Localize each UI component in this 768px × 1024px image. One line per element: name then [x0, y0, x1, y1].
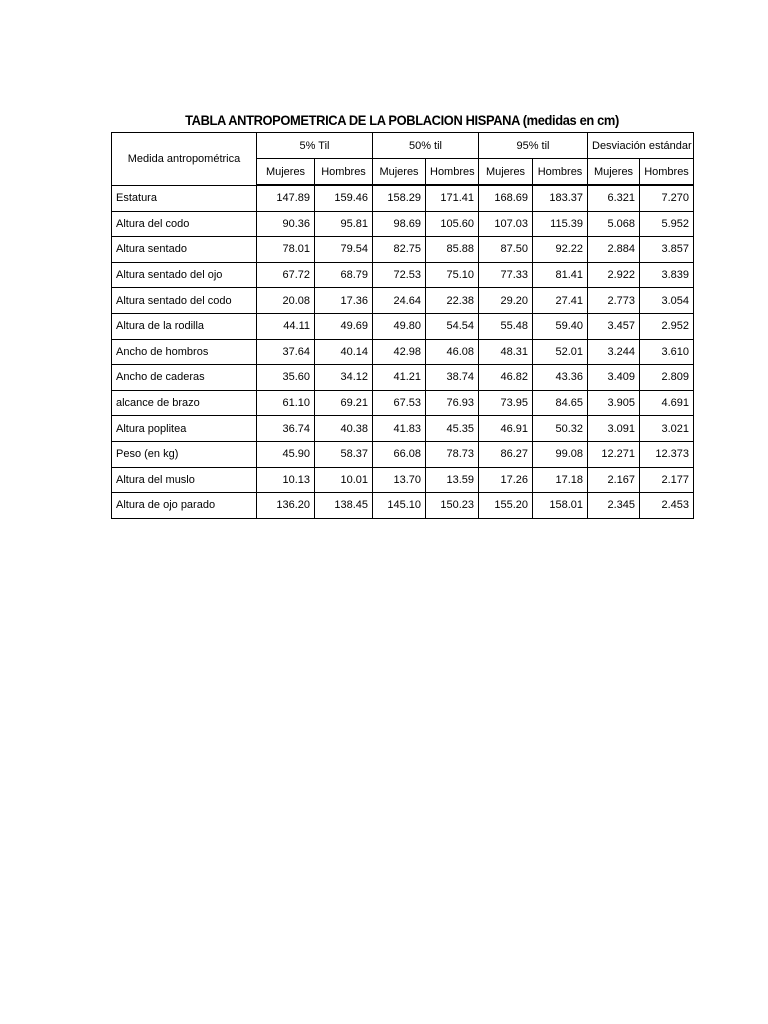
table-row [112, 416, 694, 442]
value-cell: 77.33 [479, 262, 533, 288]
value-cell: 27.41 [533, 288, 588, 314]
measure-label: Peso (en kg) [112, 441, 257, 467]
table-row [112, 467, 694, 493]
value-cell: 17.26 [479, 467, 533, 493]
measure-label: Ancho de hombros [112, 339, 257, 365]
table-row [112, 365, 694, 391]
value-cell: 41.21 [373, 365, 426, 391]
subheader-mujeres: Mujeres [479, 159, 533, 186]
value-cell: 2.884 [588, 237, 640, 263]
value-cell: 76.93 [426, 390, 479, 416]
subheader-mujeres: Mujeres [257, 159, 315, 186]
value-cell: 86.27 [479, 441, 533, 467]
measure-label: Estatura [112, 185, 257, 211]
value-cell: 3.457 [588, 313, 640, 339]
value-cell: 45.90 [257, 441, 315, 467]
value-cell: 73.95 [479, 390, 533, 416]
value-cell: 37.64 [257, 339, 315, 365]
value-cell: 40.14 [315, 339, 373, 365]
value-cell: 66.08 [373, 441, 426, 467]
value-cell: 49.69 [315, 313, 373, 339]
value-cell: 46.08 [426, 339, 479, 365]
value-cell: 46.82 [479, 365, 533, 391]
value-cell: 145.10 [373, 493, 426, 519]
value-cell: 2.952 [640, 313, 694, 339]
value-cell: 2.345 [588, 493, 640, 519]
group-header-std-dev: Desviación estándar [588, 133, 694, 159]
value-cell: 59.40 [533, 313, 588, 339]
measure-label: Altura de ojo parado [112, 493, 257, 519]
value-cell: 20.08 [257, 288, 315, 314]
subheader-mujeres: Mujeres [373, 159, 426, 186]
value-cell: 2.167 [588, 467, 640, 493]
value-cell: 87.50 [479, 237, 533, 263]
group-header-50: 50% til [373, 133, 479, 159]
value-cell: 2.809 [640, 365, 694, 391]
value-cell: 67.72 [257, 262, 315, 288]
value-cell: 3.021 [640, 416, 694, 442]
value-cell: 105.60 [426, 211, 479, 237]
value-cell: 3.905 [588, 390, 640, 416]
subheader-hombres: Hombres [640, 159, 694, 186]
value-cell: 3.244 [588, 339, 640, 365]
value-cell: 136.20 [257, 493, 315, 519]
value-cell: 44.11 [257, 313, 315, 339]
table-header [112, 133, 694, 186]
value-cell: 69.21 [315, 390, 373, 416]
value-cell: 79.54 [315, 237, 373, 263]
value-cell: 2.922 [588, 262, 640, 288]
value-cell: 6.321 [588, 185, 640, 211]
value-cell: 17.36 [315, 288, 373, 314]
group-header-95: 95% til [479, 133, 588, 159]
value-cell: 48.31 [479, 339, 533, 365]
value-cell: 2.177 [640, 467, 694, 493]
anthropometric-table [111, 132, 694, 519]
value-cell: 67.53 [373, 390, 426, 416]
value-cell: 99.08 [533, 441, 588, 467]
value-cell: 183.37 [533, 185, 588, 211]
value-cell: 3.091 [588, 416, 640, 442]
row-header-cell: Medida antropométrica [112, 133, 257, 186]
value-cell: 5.952 [640, 211, 694, 237]
value-cell: 49.80 [373, 313, 426, 339]
value-cell: 168.69 [479, 185, 533, 211]
table-row [112, 288, 694, 314]
value-cell: 3.857 [640, 237, 694, 263]
value-cell: 159.46 [315, 185, 373, 211]
header-group-row [112, 133, 694, 159]
value-cell: 158.29 [373, 185, 426, 211]
table-body [112, 185, 694, 518]
value-cell: 158.01 [533, 493, 588, 519]
subheader-mujeres: Mujeres [588, 159, 640, 186]
table-row [112, 262, 694, 288]
value-cell: 107.03 [479, 211, 533, 237]
measure-label: Altura del muslo [112, 467, 257, 493]
group-header-5: 5% Til [257, 133, 373, 159]
measure-label: Altura sentado del codo [112, 288, 257, 314]
value-cell: 78.01 [257, 237, 315, 263]
measure-label: Altura sentado del ojo [112, 262, 257, 288]
table-row [112, 211, 694, 237]
table-row [112, 339, 694, 365]
value-cell: 10.13 [257, 467, 315, 493]
value-cell: 2.773 [588, 288, 640, 314]
value-cell: 40.38 [315, 416, 373, 442]
subheader-hombres: Hombres [315, 159, 373, 186]
value-cell: 5.068 [588, 211, 640, 237]
value-cell: 81.41 [533, 262, 588, 288]
table-row [112, 237, 694, 263]
value-cell: 3.054 [640, 288, 694, 314]
value-cell: 52.01 [533, 339, 588, 365]
value-cell: 72.53 [373, 262, 426, 288]
measure-label: alcance de brazo [112, 390, 257, 416]
value-cell: 138.45 [315, 493, 373, 519]
value-cell: 10.01 [315, 467, 373, 493]
value-cell: 36.74 [257, 416, 315, 442]
table-row [112, 441, 694, 467]
value-cell: 54.54 [426, 313, 479, 339]
table-row [112, 185, 694, 211]
table-row [112, 390, 694, 416]
value-cell: 55.48 [479, 313, 533, 339]
measure-label: Altura del codo [112, 211, 257, 237]
value-cell: 24.64 [373, 288, 426, 314]
measure-label: Altura de la rodilla [112, 313, 257, 339]
value-cell: 85.88 [426, 237, 479, 263]
value-cell: 41.83 [373, 416, 426, 442]
value-cell: 150.23 [426, 493, 479, 519]
value-cell: 4.691 [640, 390, 694, 416]
value-cell: 7.270 [640, 185, 694, 211]
table-title: TABLA ANTROPOMETRICA DE LA POBLACION HISPANA (medidas en cm) [185, 112, 619, 128]
value-cell: 3.839 [640, 262, 694, 288]
value-cell: 68.79 [315, 262, 373, 288]
value-cell: 58.37 [315, 441, 373, 467]
subheader-hombres: Hombres [426, 159, 479, 186]
value-cell: 90.36 [257, 211, 315, 237]
value-cell: 95.81 [315, 211, 373, 237]
value-cell: 3.409 [588, 365, 640, 391]
value-cell: 13.59 [426, 467, 479, 493]
anthropometric-sheet [111, 108, 693, 519]
value-cell: 34.12 [315, 365, 373, 391]
value-cell: 45.35 [426, 416, 479, 442]
value-cell: 147.89 [257, 185, 315, 211]
value-cell: 46.91 [479, 416, 533, 442]
subheader-hombres: Hombres [533, 159, 588, 186]
table-row [112, 493, 694, 519]
value-cell: 42.98 [373, 339, 426, 365]
value-cell: 3.610 [640, 339, 694, 365]
value-cell: 98.69 [373, 211, 426, 237]
value-cell: 50.32 [533, 416, 588, 442]
value-cell: 13.70 [373, 467, 426, 493]
measure-label: Altura sentado [112, 237, 257, 263]
value-cell: 35.60 [257, 365, 315, 391]
value-cell: 115.39 [533, 211, 588, 237]
measure-label: Altura poplitea [112, 416, 257, 442]
table-row [112, 313, 694, 339]
value-cell: 12.271 [588, 441, 640, 467]
value-cell: 61.10 [257, 390, 315, 416]
value-cell: 155.20 [479, 493, 533, 519]
measure-label: Ancho de caderas [112, 365, 257, 391]
value-cell: 82.75 [373, 237, 426, 263]
value-cell: 2.453 [640, 493, 694, 519]
value-cell: 75.10 [426, 262, 479, 288]
value-cell: 84.65 [533, 390, 588, 416]
value-cell: 22.38 [426, 288, 479, 314]
value-cell: 38.74 [426, 365, 479, 391]
value-cell: 171.41 [426, 185, 479, 211]
value-cell: 29.20 [479, 288, 533, 314]
value-cell: 78.73 [426, 441, 479, 467]
value-cell: 17.18 [533, 467, 588, 493]
value-cell: 92.22 [533, 237, 588, 263]
value-cell: 43.36 [533, 365, 588, 391]
value-cell: 12.373 [640, 441, 694, 467]
